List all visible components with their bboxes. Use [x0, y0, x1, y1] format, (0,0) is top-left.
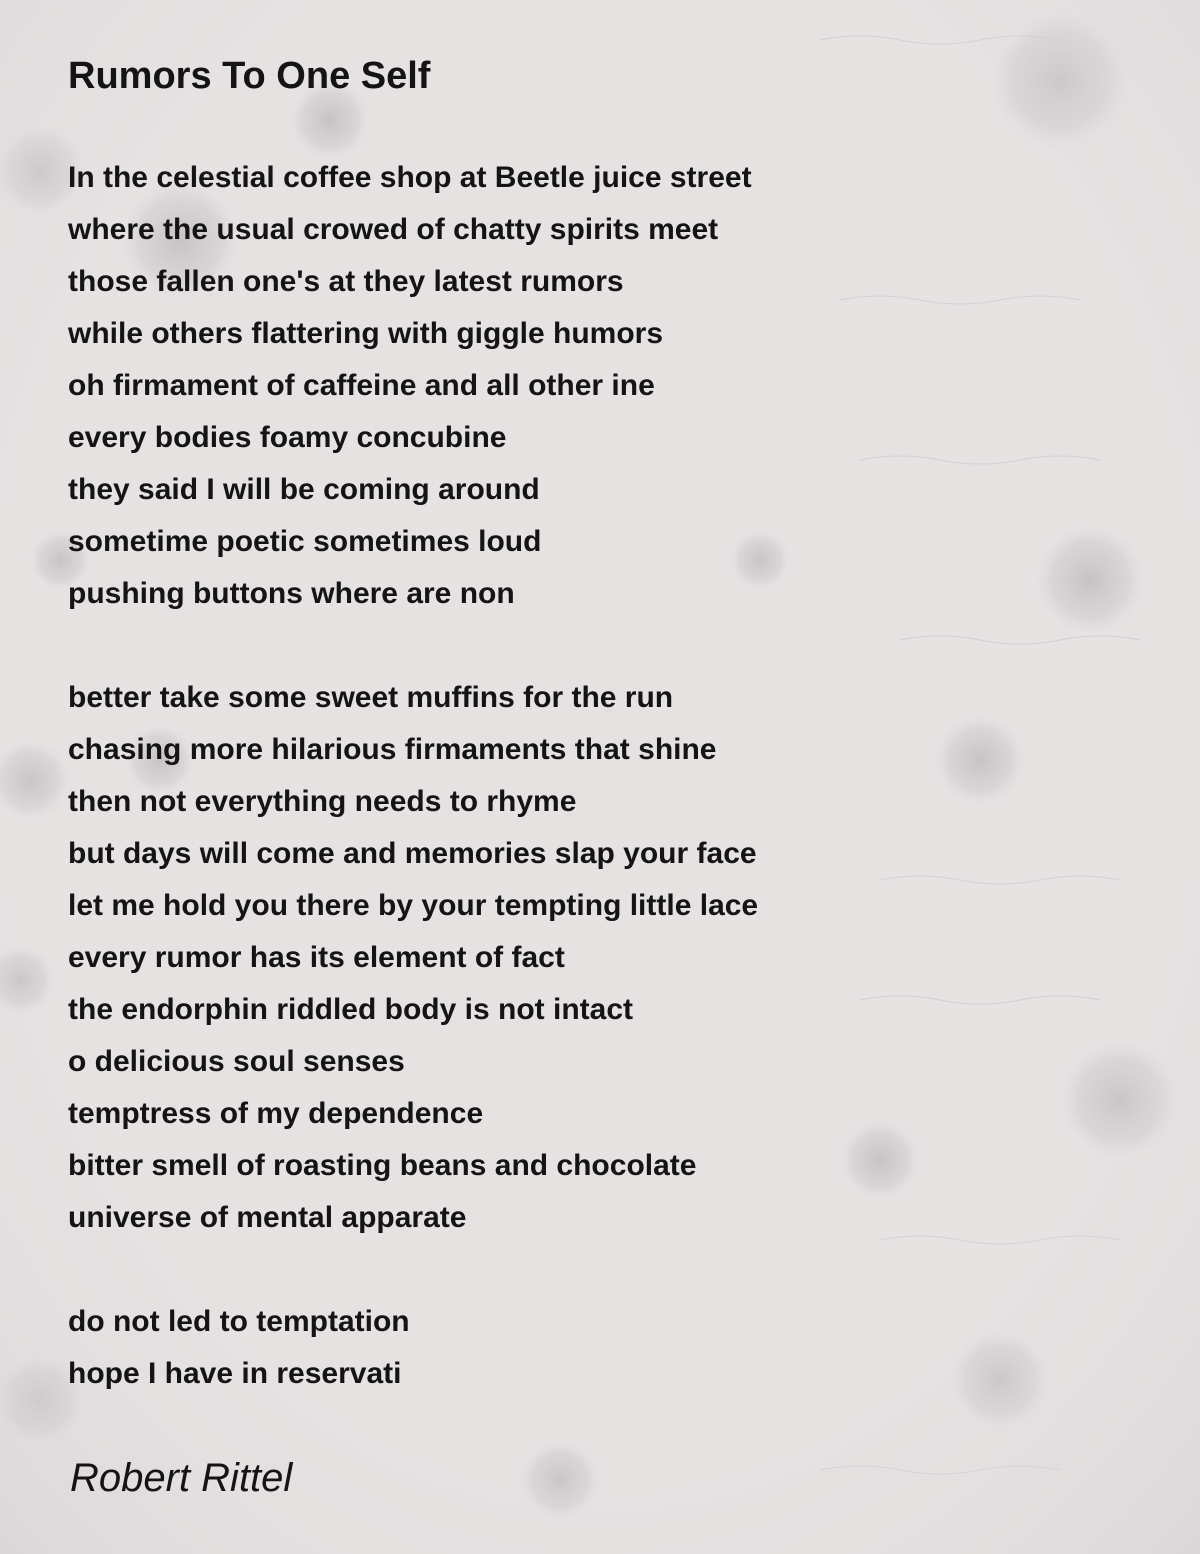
poem-line: let me hold you there by your tempting little lace: [68, 889, 759, 922]
stanza-3: [68, 1296, 758, 1400]
stanza-2: [68, 672, 758, 1244]
poem-line: chasing more hilarious firmaments that shine: [68, 733, 717, 766]
poem-title: Rumors To One Self: [68, 55, 431, 97]
poem-author[interactable]: Robert Rittel: [70, 1456, 293, 1500]
poem-line: oh firmament of caffeine and all other ine: [68, 369, 655, 402]
poem-line: the endorphin riddled body is not intact: [68, 993, 633, 1026]
poem-line: every rumor has its element of fact: [68, 941, 565, 974]
poem-line: pushing buttons where are non: [68, 577, 515, 610]
poem-line: universe of mental apparate: [68, 1201, 467, 1234]
poem-line: better take some sweet muffins for the run: [68, 681, 674, 714]
poem-line: hope I have in reservati: [68, 1357, 402, 1390]
poem-page: [68, 0, 1128, 1554]
poem-line: bitter smell of roasting beans and chocolate: [68, 1149, 697, 1182]
poem-line: every bodies foamy concubine: [68, 421, 507, 454]
poem-line: while others flattering with giggle humors: [68, 317, 664, 350]
poem-line: sometime poetic sometimes loud: [68, 525, 542, 558]
poem-line: they said I will be coming around: [68, 473, 540, 506]
poem-line: temptress of my dependence: [68, 1097, 484, 1130]
poem-line: do not led to temptation: [68, 1305, 410, 1338]
poem-body: [68, 152, 758, 1452]
poem-line: but days will come and memories slap your face: [68, 837, 757, 870]
poem-line: then not everything needs to rhyme: [68, 785, 577, 818]
stanza-1: [68, 152, 758, 620]
poem-line: where the usual crowed of chatty spirits meet: [68, 213, 719, 246]
poem-line: In the celestial coffee shop at Beetle juice street: [68, 161, 752, 194]
poem-line: those fallen one's at they latest rumors: [68, 265, 624, 298]
poem-line: o delicious soul senses: [68, 1045, 405, 1078]
